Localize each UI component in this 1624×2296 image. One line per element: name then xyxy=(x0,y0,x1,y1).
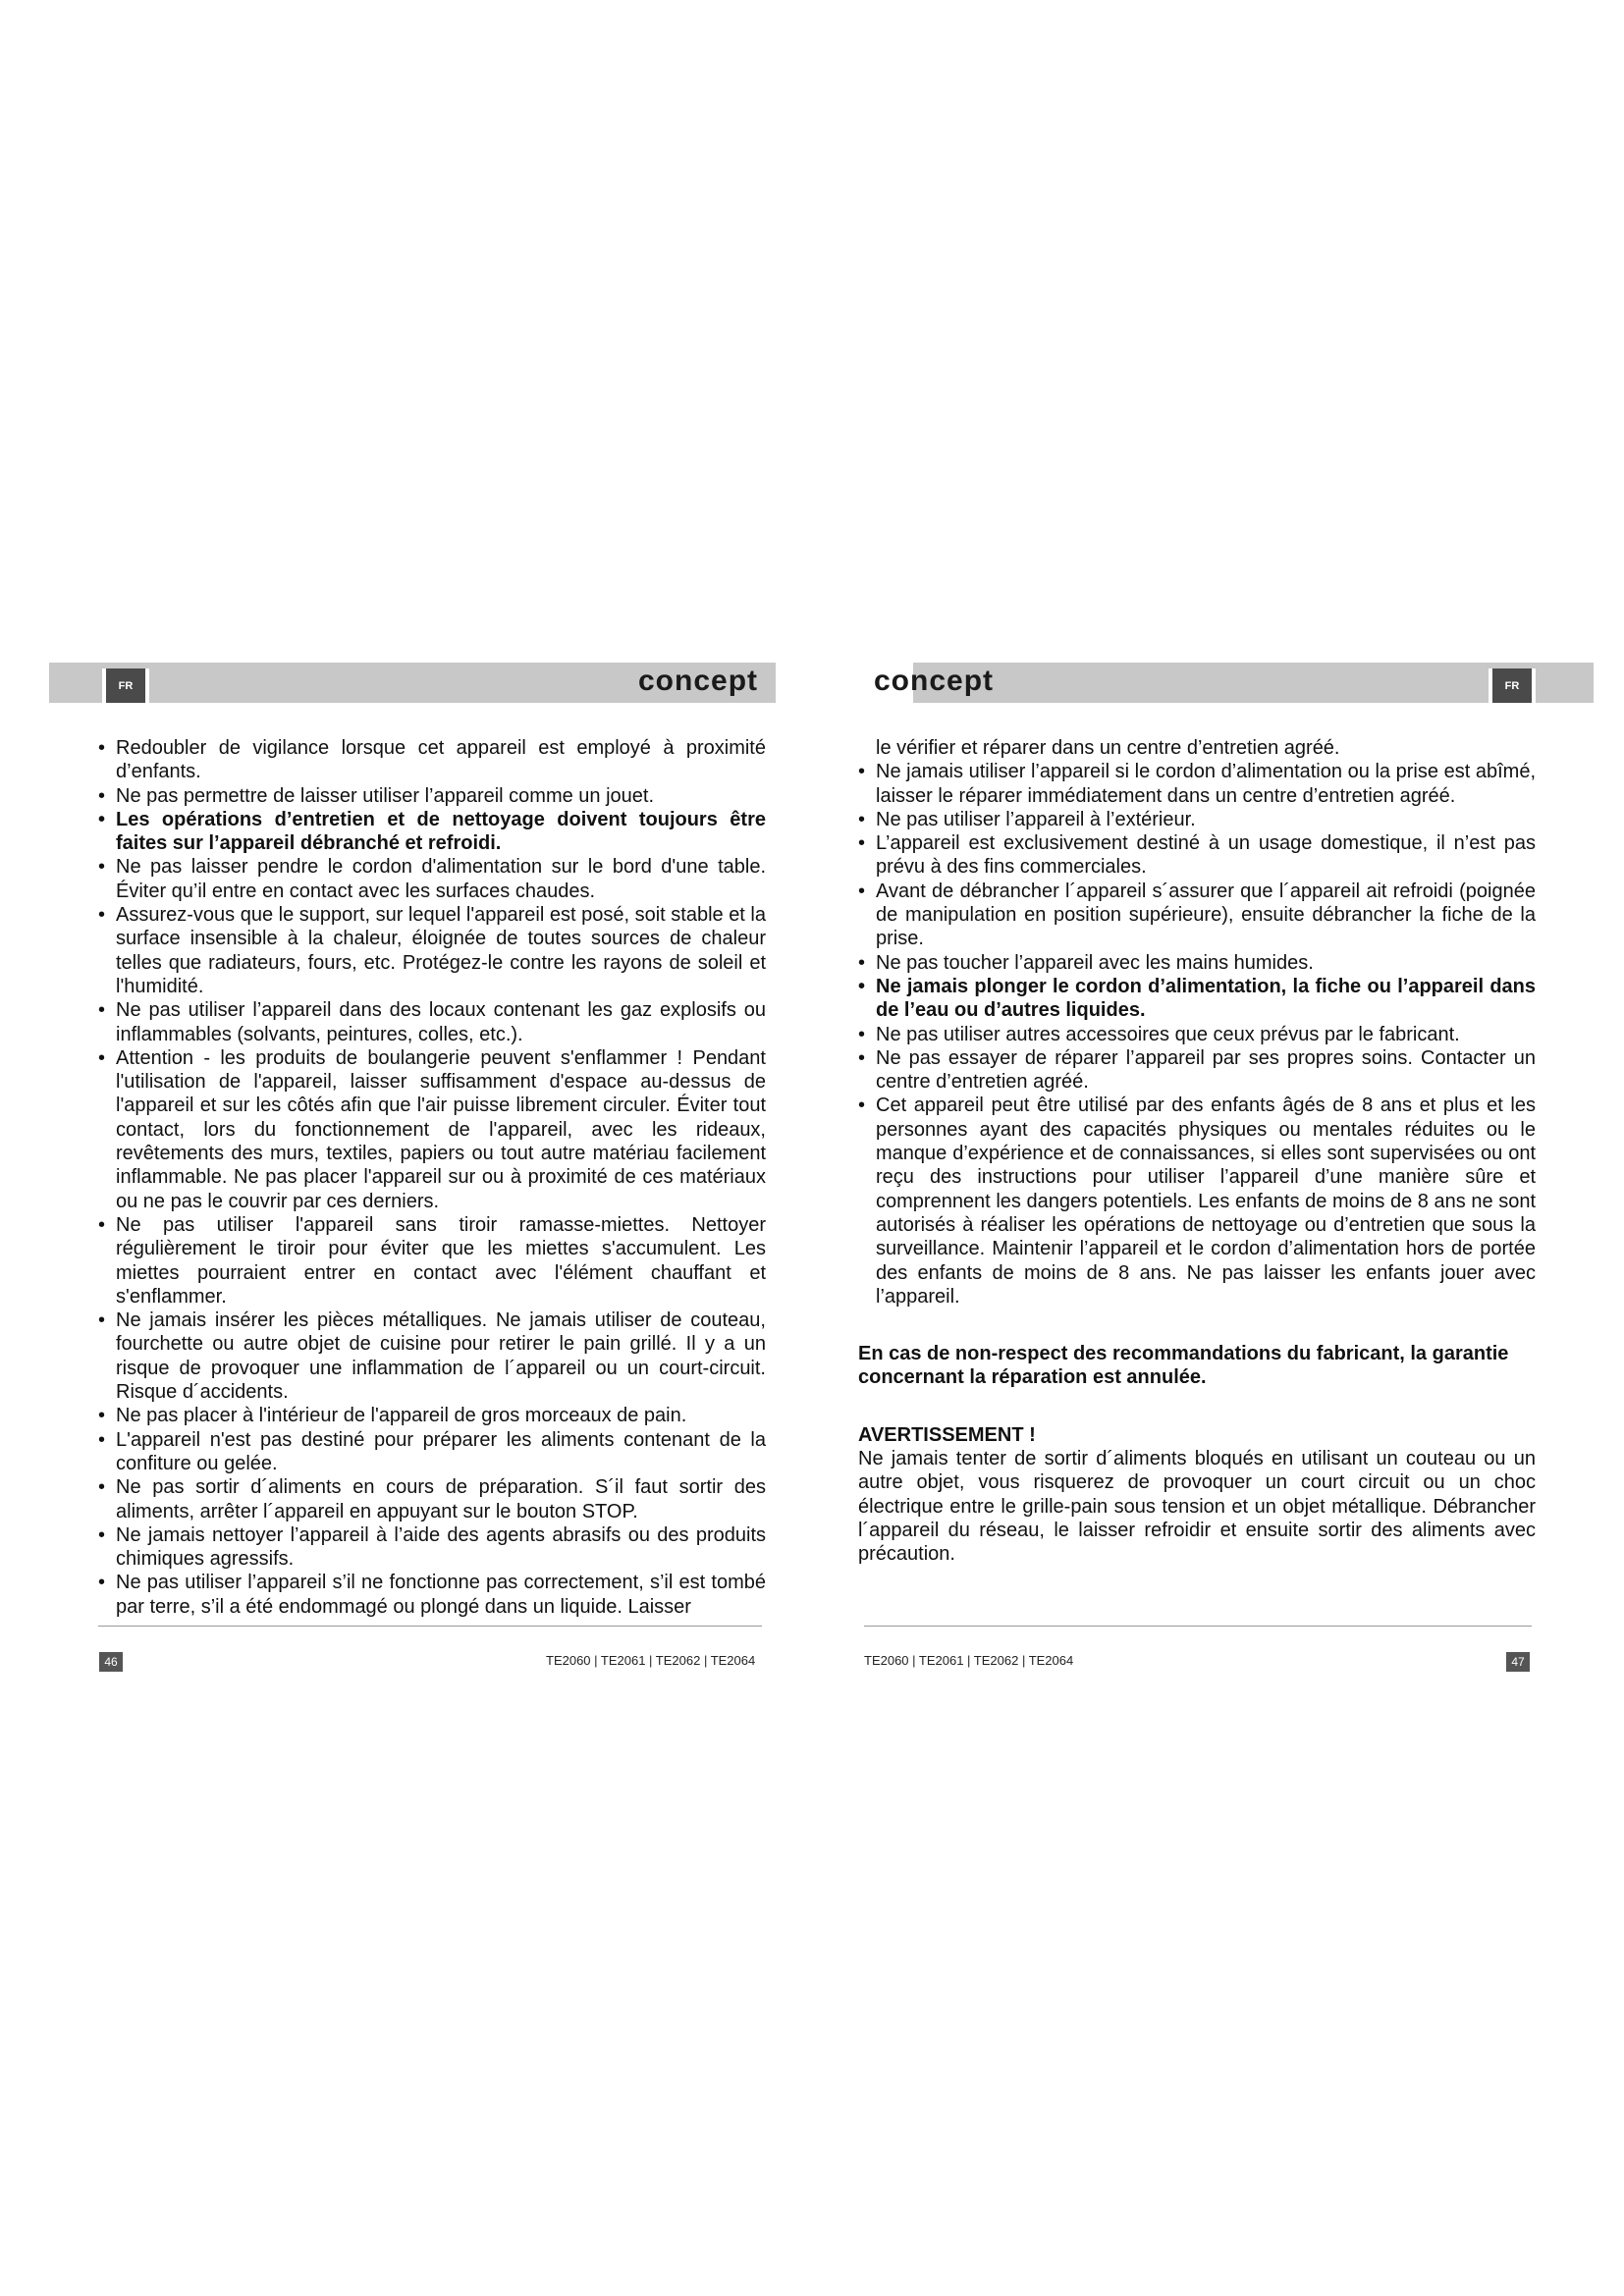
list-item: • Avant de débrancher l´appareil s´assurer que l´appareil ait refroidi (poignée de manipulation en position supérieure), ensuite débrancher la fiche de la prise. xyxy=(858,880,1536,951)
language-badge-left: FR xyxy=(102,668,149,703)
right-safety-list xyxy=(858,760,1536,1308)
list-item: • Attention - les produits de boulangerie peuvent s'enflammer ! Pendant l'utilisation de l'appareil, laisser suffisamment d'espace au-dessus de l'appareil et sur les côtés afin que l'air puisse librement circuler. Éviter tout contact, lors du fonctionnement de l'appareil, avec les rideaux, revêtements des murs, textiles, papiers ou tout autre matériau facilement inflammable. Ne pas placer l'appareil sur ou à proximité de ces matériaux ou ne pas le couvrir par ces derniers. xyxy=(98,1046,766,1213)
list-item: • Ne pas utiliser l'appareil sans tiroir ramasse-miettes. Nettoyer régulièrement le tiroir pour éviter que les miettes s'accumulent. Les miettes pourraient entrer en contact avec l'élément chauffant et s'enflammer. xyxy=(98,1213,766,1308)
warning-body: Ne jamais tenter de sortir d´aliments bloqués en utilisant un couteau ou un autre objet, vous risquerez de provoquer un court circuit ou un choc électrique entre le grille-pain sous tension et un objet métallique. Débrancher l´appareil du réseau, le laisser refroidir et ensuite sortir des aliments avec précaution. xyxy=(858,1448,1536,1566)
language-badge-right: FR xyxy=(1489,668,1536,703)
model-numbers-right: TE2060 | TE2061 | TE2062 | TE2064 xyxy=(864,1653,1074,1668)
list-item: • Ne pas utiliser l’appareil dans des locaux contenant les gaz explosifs ou inflammables (solvants, peintures, colles, etc.). xyxy=(98,998,766,1046)
model-numbers-left: TE2060 | TE2061 | TE2062 | TE2064 xyxy=(546,1653,756,1668)
right-page-column xyxy=(858,736,1536,1567)
header-band xyxy=(49,663,1594,703)
left-safety-list xyxy=(98,736,766,1619)
list-item: • Ne pas toucher l’appareil avec les mains humides. xyxy=(858,951,1536,975)
list-item: • Ne pas permettre de laisser utiliser l’appareil comme un jouet. xyxy=(98,784,766,808)
list-item: • Ne jamais utiliser l’appareil si le cordon d’alimentation ou la prise est abîmé, laisser le réparer immédiatement dans un centre d’entretien agréé. xyxy=(858,760,1536,808)
list-item: • Ne pas utiliser autres accessoires que ceux prévus par le fabricant. xyxy=(858,1023,1536,1046)
list-item: • Ne jamais insérer les pièces métalliques. Ne jamais utiliser de couteau, fourchette ou autre objet de cuisine pour retirer le pain grillé. Il y a un risque de provoquer une inflammation de l´appareil ou un court-circuit. Risque d´accidents. xyxy=(98,1308,766,1404)
footer-rule-left xyxy=(98,1626,762,1627)
footer-rule-right xyxy=(864,1626,1532,1627)
list-item: • Ne pas utiliser l’appareil s’il ne fonctionne pas correctement, s’il est tombé par terre, s’il a été endommagé ou plongé dans un liquide. Laisser xyxy=(98,1571,766,1619)
page-number-right: 47 xyxy=(1506,1652,1530,1672)
list-item: • Cet appareil peut être utilisé par des enfants âgés de 8 ans et plus et les personnes ayant des capacités physiques ou mentales réduites ou le manque d’expérience et de connaissances, si elles sont supervisées ou ont reçu des instructions pour utiliser l’appareil d’une manière sûre et comprennent les dangers potentiels. Les enfants de moins de 8 ans ne sont autorisés à réaliser les opérations de nettoyage ou d’entretien que sous la surveillance. Maintenir l’appareil et le cordon d’alimentation hors de portée des enfants de moins de 8 ans. Ne pas laisser les enfants jouer avec l’appareil. xyxy=(858,1094,1536,1308)
list-item: • L'appareil n'est pas destiné pour préparer les aliments contenant de la confiture ou gelée. xyxy=(98,1428,766,1476)
list-item: • Ne pas utiliser l’appareil à l’extérieur. xyxy=(858,808,1536,831)
continued-text: le vérifier et réparer dans un centre d’entretien agréé. xyxy=(876,737,1340,759)
list-item: • Ne pas sortir d´aliments en cours de préparation. S´il faut sortir des aliments, arrêter l´appareil en appuyant sur le bouton STOP. xyxy=(98,1475,766,1523)
list-item: • Ne jamais plonger le cordon d’alimentation, la fiche ou l’appareil dans de l’eau ou d’autres liquides. xyxy=(858,975,1536,1023)
left-page-column xyxy=(98,736,766,1619)
list-item: • Redoubler de vigilance lorsque cet appareil est employé à proximité d’enfants. xyxy=(98,736,766,784)
list-item: • Ne jamais nettoyer l’appareil à l’aide des agents abrasifs ou des produits chimiques agressifs. xyxy=(98,1523,766,1572)
list-item: • Assurez-vous que le support, sur lequel l'appareil est posé, soit stable et la surface insensible à la chaleur, éloignée de toutes sources de chaleur telles que radiateurs, fours, etc. Protégez-le contre les rayons de soleil et l'humidité. xyxy=(98,903,766,998)
page-number-left: 46 xyxy=(99,1652,123,1672)
list-item: • L’appareil est exclusivement destiné à un usage domestique, il n’est pas prévu à des fins commerciales. xyxy=(858,831,1536,880)
brand-logo-right: concept xyxy=(874,665,995,697)
warranty-note: En cas de non-respect des recommandations du fabricant, la garantie concernant la réparation est annulée. xyxy=(858,1343,1509,1389)
list-item: • Ne pas essayer de réparer l’appareil par ses propres soins. Contacter un centre d’entretien agréé. xyxy=(858,1046,1536,1095)
brand-logo-left: concept xyxy=(638,665,759,697)
list-item: • Ne pas laisser pendre le cordon d'alimentation sur le bord d'une table. Éviter qu’il entre en contact avec les surfaces chaudes. xyxy=(98,855,766,903)
list-item: • Ne pas placer à l'intérieur de l'appareil de gros morceaux de pain. xyxy=(98,1404,766,1427)
warning-title: AVERTISSEMENT ! xyxy=(858,1423,1036,1446)
list-item: • Les opérations d’entretien et de nettoyage doivent toujours être faites sur l’appareil débranché et refroidi. xyxy=(98,808,766,856)
